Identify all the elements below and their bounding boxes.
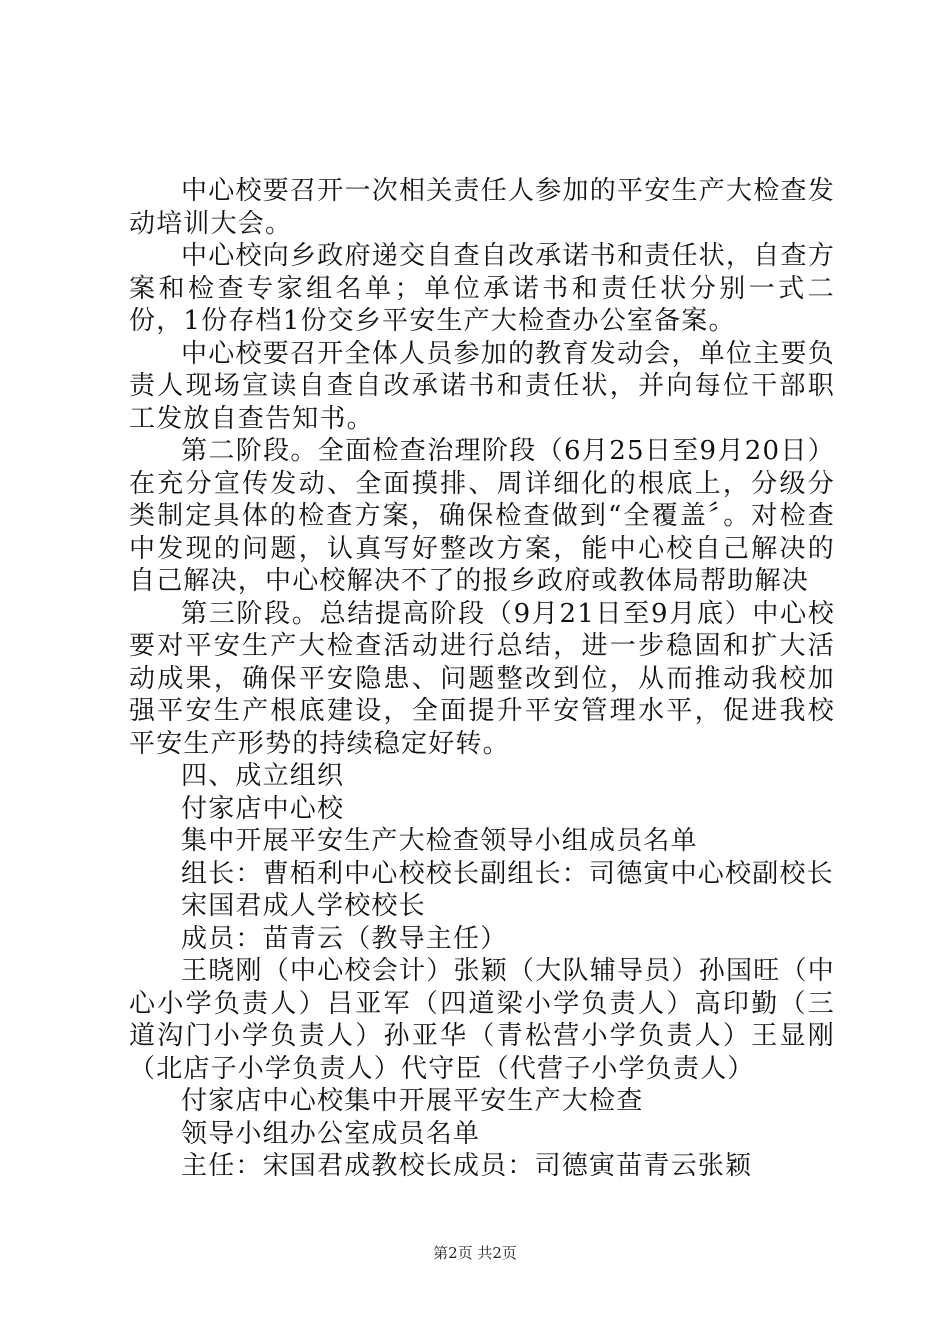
deputy-line: 宋国君成人学校校长 [181,891,426,921]
document-body [129,175,835,1183]
members-detail: 王晓刚（中心校会计）张颖（大队辅导员）孙国旺（中心小学负责人）吕亚军（四道梁小学负责人）高印勤（三道沟门小学负责人）孙亚华（青松营小学负责人）王显刚（北店子小学负责人）代守臣（代营子小学负责人） [129,956,835,1084]
paragraph-stage-three: 第三阶段。总结提高阶段（9月21日至9月底）中心校要对平安生产大检查活动进行总结，进一步稳固和扩大活动成果，确保平安隐患、问题整改到位，从而推动我校加强平安生产根底建设，全面提升平安管理水平，促进我校平安生产形势的持续稳定好转。 [129,598,835,759]
paragraph-mobilization-meeting: 中心校要召开全体人员参加的教育发动会，单位主要负责人现场宣读自查自改承诺书和责任状，并向每位干部职工发放自查告知书。 [129,338,835,434]
leader-line: 组长：曹栢利中心校校长副组长：司德寅中心校副校长 [181,858,834,889]
office-list-title: 付家店中心校集中开展平安生产大检查 [181,1086,644,1116]
members-line: 成员：苗青云（教导主任） [181,923,508,954]
paragraph-stage-two: 第二阶段。全面检查治理阶段（6月25日至9月20日）在充分宣传发动、全面摸排、周详细化的根底上，分级分类制定具体的检查方案，确保检查做到“全覆盖〞。对检查中发现的问题，认真写好整改方案，能中心校自己解决的自己解决，中心校解决不了的报乡政府或教体局帮助解决 [129,436,835,596]
paragraph-training-meeting: 中心校要召开一次相关责任人参加的平安生产大检查发动培训大会。 [129,176,835,239]
leadership-list-title: 集中开展平安生产大检查领导小组成员名单 [181,826,698,856]
page-footer: 第2页 共2页 [433,1244,517,1262]
paragraph-commitment-submission: 中心校向乡政府递交自查自改承诺书和责任状，自查方案和检查专家组名单；单位承诺书和责任状分别一式二份，1份存档1份交乡平安生产大检查办公室备案。 [129,241,835,336]
school-name: 付家店中心校 [181,793,345,824]
office-director-line: 主任：宋国君成教校长成员：司德寅苗青云张颖 [181,1151,753,1181]
office-list-subtitle: 领导小组办公室成员名单 [181,1118,481,1149]
section-heading-organization: 四、成立组织 [181,761,345,791]
